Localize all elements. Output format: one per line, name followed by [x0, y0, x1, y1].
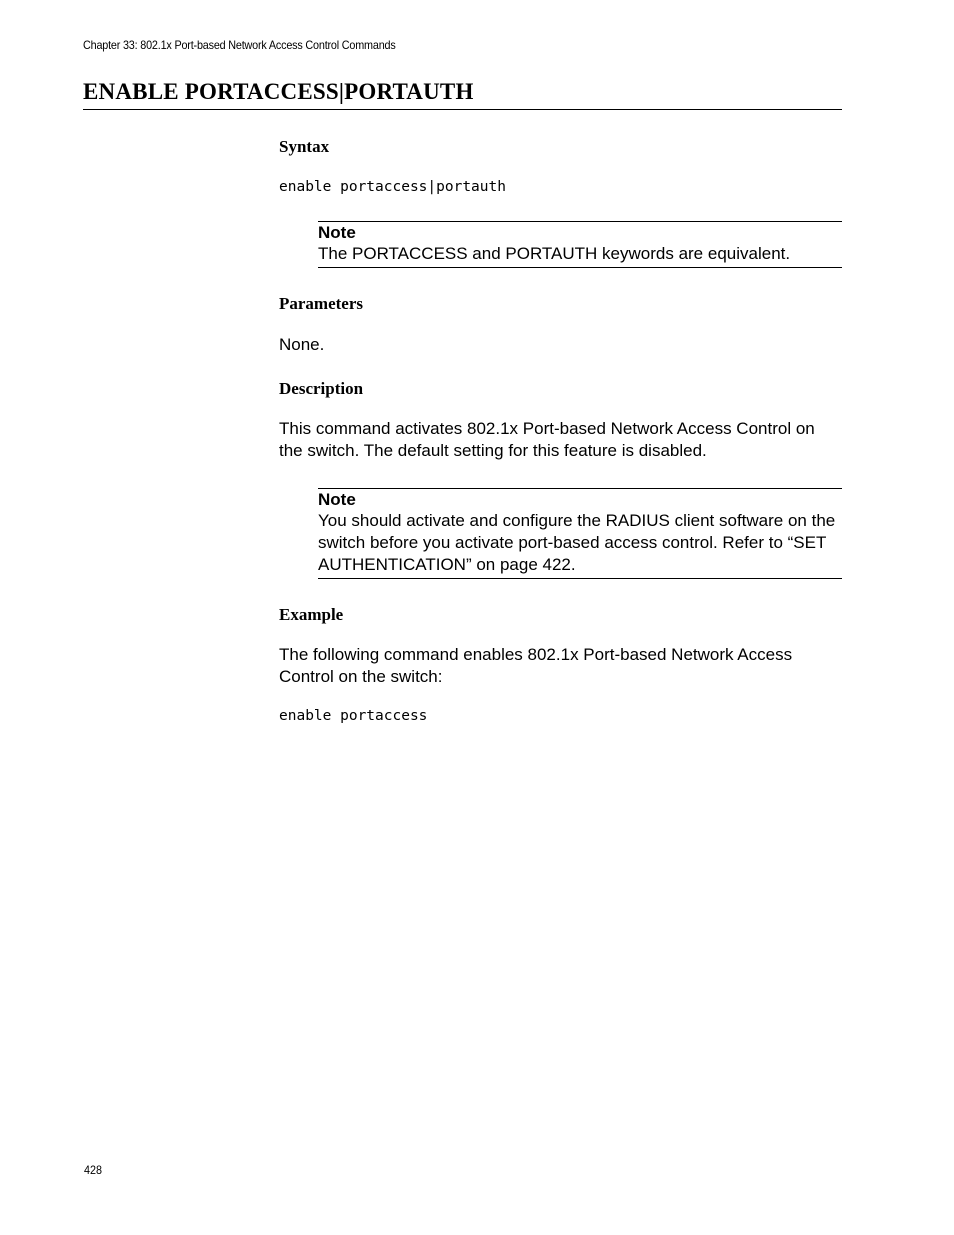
note-text: The PORTACCESS and PORTAUTH keywords are equivalent. [318, 244, 791, 263]
syntax-heading: Syntax [279, 137, 330, 156]
example-text: The following command enables 802.1x Port-based Network Access Control on the switch: [279, 645, 793, 686]
parameters-text: None. [279, 335, 325, 354]
page-title: ENABLE PORTACCESS|PORTAUTH [83, 78, 842, 110]
example-heading: Example [279, 605, 344, 624]
note-box-radius [318, 488, 842, 579]
parameters-heading: Parameters [279, 294, 364, 313]
description-text: This command activates 802.1x Port-based Network Access Control on the switch. The default setting for this feature is disabled. [279, 419, 815, 460]
note-label: Note [318, 223, 356, 242]
syntax-command: enable portaccess|portauth [279, 179, 506, 195]
description-heading: Description [279, 379, 364, 398]
note-text: You should activate and configure the RADIUS client software on the switch before you activate port-based access control. Refer to “SET AUTHENTICATION” on page 422. [318, 511, 836, 574]
note-label: Note [318, 490, 356, 509]
running-header: Chapter 33: 802.1x Port-based Network Access Control Commands [83, 38, 396, 52]
page-number: 428 [84, 1163, 103, 1177]
note-box-keywords [318, 221, 842, 268]
example-command: enable portaccess [279, 708, 428, 724]
